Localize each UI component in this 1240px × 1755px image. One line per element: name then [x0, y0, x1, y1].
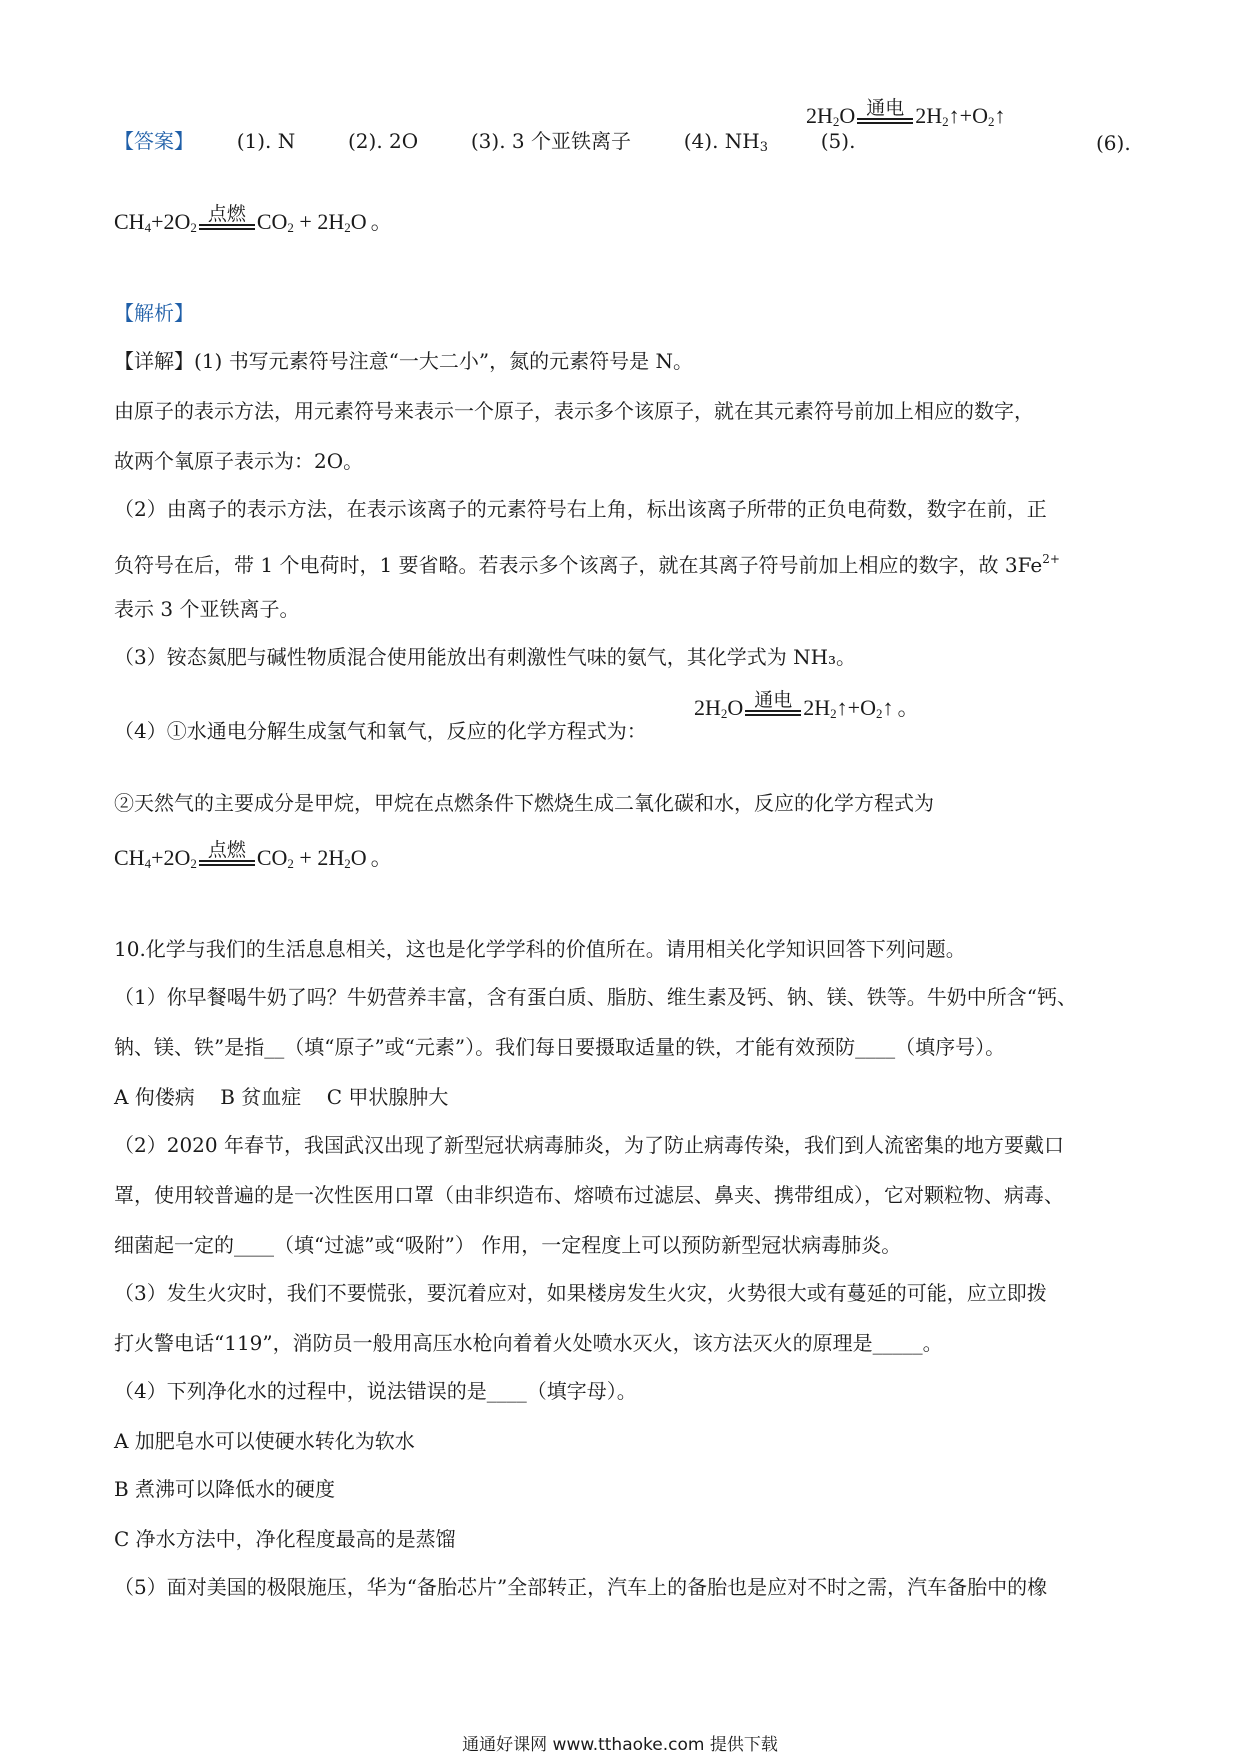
- answer-1: (1). N: [236, 129, 296, 153]
- analysis-p2: 由原子的表示方法，用元素符号来表示一个原子，表示多个该原子，就在其元素符号前加上相应的数字，: [114, 399, 1034, 423]
- analysis-p4: （2）由离子的表示方法，在表示该离子的元素符号右上角，标出该离子所带的正负电荷数，数字在前，正: [114, 497, 1047, 521]
- answer-tag: 【答案】: [114, 129, 194, 153]
- question-10-4-option-a: A 加肥皂水可以使硬水转化为软水: [114, 1429, 415, 1453]
- answer-4-label: (4).: [683, 129, 719, 153]
- question-10-title: 10.化学与我们的生活息息相关，这也是化学学科的价值所在。请用相关化学知识回答下列问题。: [114, 937, 966, 961]
- answer-4-formula: $NH_3$: [724, 129, 769, 155]
- equation-electrolysis-analysis: $2H_2O$ 通电 $2H_2↑+O_2↑$ 。: [694, 689, 920, 721]
- question-10-4-option-c: C 净水方法中，净化程度最高的是蒸馏: [114, 1527, 456, 1551]
- condition-ignite: 点燃: [207, 203, 246, 225]
- analysis-p3: 故两个氧原子表示为：2O。: [114, 449, 364, 473]
- question-10-1a: （1）你早餐喝牛奶了吗？牛奶营养丰富，含有蛋白质、脂肪、维生素及钙、钠、镁、铁等。牛奶中所含“钙、: [114, 985, 1077, 1009]
- analysis-p5: 负符号在后，带 1 个电荷时，1 要省略。若表示多个该离子，就在其离子符号前加上相应的数字，故 $3Fe^{2+}$: [114, 552, 1060, 577]
- question-10-3b: 打火警电话“119”，消防员一般用高压水枪向着着火处喷水灭火，该方法灭火的原理是_____。: [114, 1331, 943, 1355]
- analysis-p8: （4）①水通电分解生成氢气和氧气，反应的化学方程式为：: [114, 719, 647, 743]
- answer-line: [114, 128, 855, 161]
- page-footer: 通通好课网 www.tthaoke.com 提供下载: [462, 1735, 778, 1755]
- question-10-4: （4）下列净化水的过程中，说法错误的是____（填字母）。: [114, 1379, 637, 1403]
- question-10-1b: 钠、镁、铁”是指__（填“原子”或“元素”）。我们每日要摄取适量的铁，才能有效预防____（填序号）。: [114, 1035, 1006, 1059]
- answer-5-label: (5).: [820, 129, 856, 153]
- question-10-4-option-b: B 煮沸可以降低水的硬度: [114, 1477, 336, 1501]
- question-10-3a: （3）发生火灾时，我们不要慌张，要沉着应对，如果楼房发生火灾，火势很大或有蔓延的可能，应立即拨: [114, 1281, 1047, 1305]
- question-10-2a: （2）2020 年春节，我国武汉出现了新型冠状病毒肺炎，为了防止病毒传染，我们到人流密集的地方要戴口: [114, 1133, 1064, 1157]
- answer-3: (3). 3 个亚铁离子: [470, 129, 632, 153]
- question-10-5a: （5）面对美国的极限施压，华为“备胎芯片”全部转正，汽车上的备胎也是应对不时之需，汽车备胎中的橡: [114, 1575, 1048, 1599]
- question-10-2b: 罩，使用较普遍的是一次性医用口罩（由非织造布、熔喷布过滤层、鼻夹、携带组成），它对颗粒物、病毒、: [114, 1183, 1064, 1207]
- analysis-p6: 表示 3 个亚铁离子。: [114, 597, 300, 621]
- condition-electric: 通电: [866, 97, 905, 119]
- equation-combustion-answer: $CH_4+2O_2$ 点燃 $CO_2 + 2H_2O$ 。: [114, 203, 393, 235]
- question-10-2c: 细菌起一定的____（填“过滤”或“吸附”） 作用，一定程度上可以预防新型冠状病毒肺炎。: [114, 1233, 902, 1257]
- analysis-p1: 【详解】(1) 书写元素符号注意“一大二小”，氮的元素符号是 N。: [114, 349, 693, 373]
- answer-2: (2). 2O: [347, 129, 419, 153]
- analysis-p7: （3）铵态氮肥与碱性物质混合使用能放出有刺激性气味的氨气，其化学式为 NH₃。: [114, 645, 857, 669]
- analysis-tag: 【解析】: [114, 301, 194, 325]
- question-10-1-options: A 佝偻病 B 贫血症 C 甲状腺肿大: [114, 1085, 449, 1109]
- answer-6-label: (6).: [1096, 131, 1131, 155]
- equation-combustion-analysis: $CH_4+2O_2$ 点燃 $CO_2 + 2H_2O$ 。: [114, 839, 393, 871]
- equation-electrolysis-answer: $2H_2O$ 通电 $2H_2↑+O_2↑$: [806, 97, 1006, 129]
- analysis-p9: ②天然气的主要成分是甲烷，甲烷在点燃条件下燃烧生成二氧化碳和水，反应的化学方程式为: [114, 791, 934, 815]
